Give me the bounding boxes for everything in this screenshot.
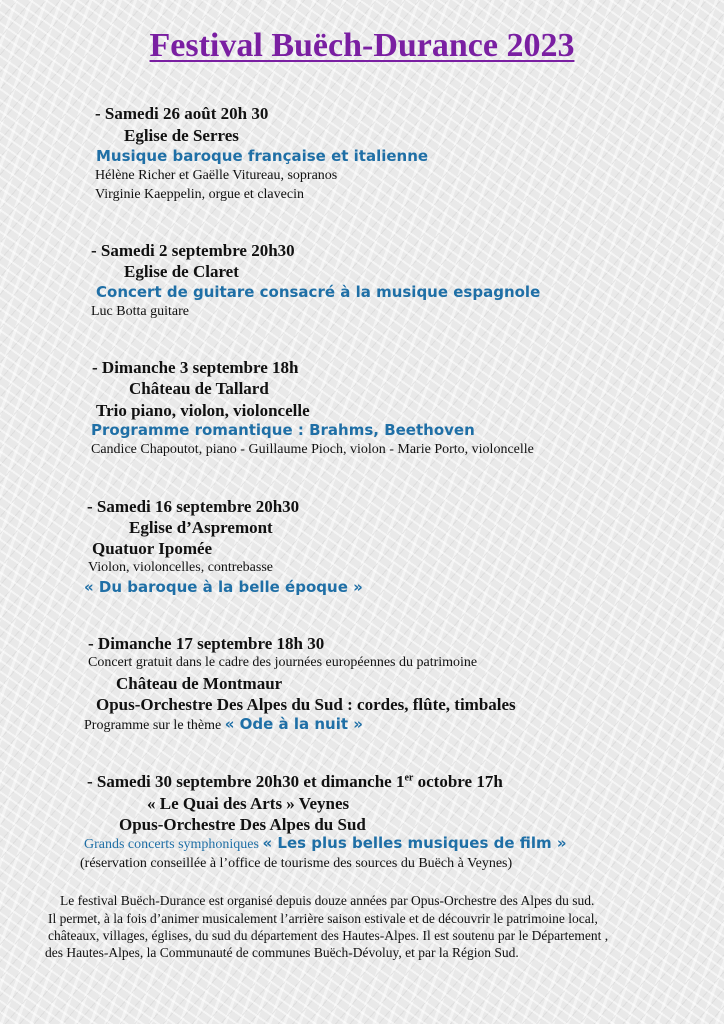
event-1-performers-2: Virginie Kaeppelin, orgue et clavecin: [95, 187, 304, 202]
event-6-program-prefix: Grands concerts symphoniques: [84, 837, 263, 852]
event-4-place: Eglise d’Aspremont: [129, 518, 273, 537]
event-2-date: - Samedi 2 septembre 20h30: [91, 241, 295, 260]
event-2-performers: Luc Botta guitare: [91, 304, 189, 319]
event-6-date-sup: er: [404, 772, 414, 784]
footer-line-2: Il permet, à la fois d’animer musicalement l’arrière saison estivale et de découvrir le patrimoine local,: [48, 911, 598, 926]
event-4-program: « Du baroque à la belle époque »: [84, 578, 363, 596]
event-5-program: « Ode à la nuit »: [224, 715, 363, 733]
event-4-date: - Samedi 16 septembre 20h30: [87, 497, 300, 516]
event-6-date-part2: octobre 17h: [413, 772, 503, 791]
event-1-place: Eglise de Serres: [124, 126, 239, 145]
event-6-place: « Le Quai des Arts » Veynes: [147, 794, 350, 813]
event-3-ensemble: Trio piano, violon, violoncelle: [96, 401, 310, 420]
event-6-date-part1: - Samedi 30 septembre 20h30 et dimanche 1: [87, 772, 405, 791]
event-1-date: - Samedi 26 août 20h 30: [95, 104, 269, 123]
event-6-date: [87, 773, 503, 790]
event-5-program-line: [84, 717, 363, 733]
event-4-ensemble: Quatuor Ipomée: [92, 539, 213, 558]
event-6-note: (réservation conseillée à l’office de tourisme des sources du Buëch à Veynes): [80, 856, 513, 871]
event-5-place: Château de Montmaur: [116, 674, 283, 693]
event-5-date: - Dimanche 17 septembre 18h 30: [88, 634, 325, 653]
event-6-program-line: [84, 836, 567, 852]
footer-line-1: Le festival Buëch-Durance est organisé depuis douze années par Opus-Orchestre des Alpes du sud.: [60, 893, 595, 908]
event-2-place: Eglise de Claret: [124, 262, 239, 281]
event-1-performers: Hélène Richer et Gaëlle Vitureau, sopranos: [95, 168, 338, 183]
event-6-program: « Les plus belles musiques de film »: [262, 834, 567, 852]
page-title: Festival Buëch-Durance 2023: [149, 27, 575, 64]
event-5-ensemble: Opus-Orchestre Des Alpes du Sud : cordes, flûte, timbales: [96, 695, 516, 714]
event-2-program: Concert de guitare consacré à la musique espagnole: [96, 283, 541, 301]
event-3-program: Programme romantique : Brahms, Beethoven: [91, 421, 475, 439]
event-5-program-prefix: Programme sur le thème: [84, 718, 225, 733]
event-1-program: Musique baroque française et italienne: [96, 147, 429, 165]
footer-line-3: châteaux, villages, églises, du sud du département des Hautes-Alpes. Il est soutenu par le Département ,: [48, 928, 609, 943]
event-4-performers: Violon, violoncelles, contrebasse: [88, 560, 274, 575]
event-6-ensemble: Opus-Orchestre Des Alpes du Sud: [119, 815, 366, 834]
event-3-performers: Candice Chapoutot, piano - Guillaume Pioch, violon - Marie Porto, violoncelle: [91, 442, 534, 457]
event-5-note: Concert gratuit dans le cadre des journées européennes du patrimoine: [88, 655, 478, 670]
event-3-place: Château de Tallard: [129, 379, 269, 398]
footer-line-4: des Hautes-Alpes, la Communauté de communes Buëch-Dévoluy, et par la Région Sud.: [45, 945, 519, 960]
event-3-date: - Dimanche 3 septembre 18h: [92, 358, 299, 377]
